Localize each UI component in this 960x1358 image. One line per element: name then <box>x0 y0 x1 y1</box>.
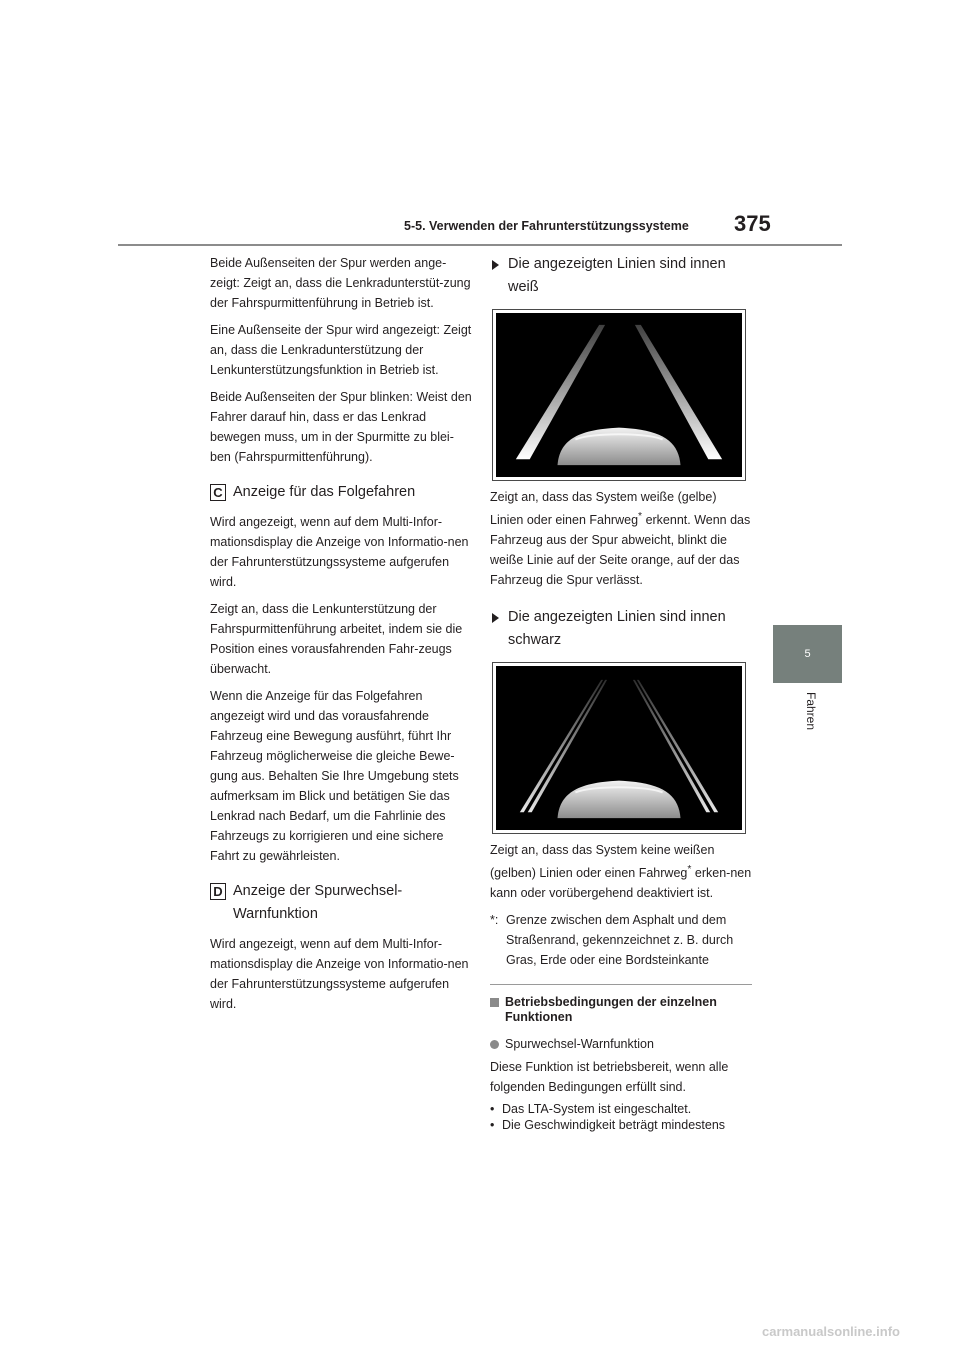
section-title: 5-5. Verwenden der Fahrunterstützungssysteme <box>404 219 689 233</box>
list-item-text: Das LTA-System ist eingeschaltet. <box>502 1102 692 1117</box>
right-column <box>490 253 752 1133</box>
display-illustration-black-lines <box>492 662 746 834</box>
lane-display-white-image <box>496 313 742 477</box>
footnote-mark: *: <box>490 913 499 928</box>
conditions-title: Betriebsbedingungen der einzelnen Funktionen <box>505 995 717 1025</box>
chapter-label: Fahren <box>804 692 818 731</box>
chapter-number: 5 <box>804 648 811 660</box>
section-heading-d <box>210 880 472 926</box>
list-item-text: Die Geschwindigkeit beträgt mindestens <box>502 1118 726 1133</box>
subsection-heading <box>490 606 752 652</box>
paragraph: Wird angezeigt, wenn auf dem Multi-Infor-mationsdisplay die Anzeige von Informatio-nen der Fahrunterstützungssysteme aufgerufen wird. <box>210 515 469 589</box>
bullet-dot-icon: • <box>490 1102 495 1117</box>
paragraph: Beide Außenseiten der Spur werden ange-zeigt: Zeigt an, dass die Lenkradunterstüt-zung der Fahrspurmittenführung in Betrieb ist. <box>210 256 471 310</box>
lane-display-black-image <box>496 666 742 830</box>
left-column <box>210 253 472 1021</box>
paragraph: Eine Außenseite der Spur wird angezeigt: Zeigt an, dass die Lenkradunterstützung der Lenkunterstützungsfunktion in Betrieb ist. <box>210 323 472 377</box>
paragraph: Beide Außenseiten der Spur blinken: Weist den Fahrer darauf hin, dass er das Lenkrad bewegen muss, um in der Spurmitte zu blei-ben (Fahrspurmittenführung). <box>210 390 472 464</box>
section-title-c: Anzeige für das Folgefahren <box>233 484 416 500</box>
chapter-tab <box>773 625 842 683</box>
section-heading-c <box>210 481 472 504</box>
triangle-bullet-icon <box>492 260 499 270</box>
paragraph: Wird angezeigt, wenn auf dem Multi-Infor-mationsdisplay die Anzeige von Informatio-nen der Fahrunterstützungssysteme aufgerufen wird. <box>210 937 469 1011</box>
caption-text: Zeigt an, dass das System keine weißen (gelben) Linien oder einen Fahrweg <box>490 843 715 881</box>
caption-text: Zeigt an, dass das System weiße (gelbe) Linien oder einen Fahrweg <box>490 490 717 528</box>
section-title-d: Anzeige der Spurwechsel-Warnfunktion <box>233 883 403 922</box>
list-item <box>490 1101 752 1117</box>
triangle-bullet-icon <box>492 613 499 623</box>
subsection-heading <box>490 253 752 299</box>
condition-list <box>490 1101 752 1133</box>
divider <box>490 984 752 985</box>
watermark: carmanualsonline.info <box>762 1324 900 1339</box>
caption-text: erken-nen kann oder vorübergehend deaktiviert ist. <box>490 866 752 901</box>
footnote-star: * <box>638 511 643 522</box>
function-name: Spurwechsel-Warnfunktion <box>505 1037 654 1052</box>
page-number: 375 <box>734 211 771 236</box>
paragraph: Diese Funktion ist betriebsbereit, wenn alle folgenden Bedingungen erfüllt sind. <box>490 1060 729 1095</box>
function-item <box>490 1035 752 1054</box>
footnote <box>490 910 752 970</box>
section-letter-box: D <box>210 883 226 900</box>
caption-text: erkennt. Wenn das Fahrzeug aus der Spur abweicht, blinkt die weiße Linie auf der Seite orange, auf der das Fahrzeug die Spur verlässt. <box>490 513 751 588</box>
footnote-text: Grenze zwischen dem Asphalt und dem Straßenrand, gekennzeichnet z. B. durch Gras, Erde oder eine Bordsteinkante <box>506 913 734 968</box>
caption <box>490 840 752 903</box>
caption <box>490 487 752 590</box>
footnote-star: * <box>687 864 692 876</box>
subsection-title: Die angezeigten Linien sind innen schwarz <box>508 609 726 649</box>
conditions-heading <box>490 995 752 1025</box>
square-bullet-icon <box>490 998 499 1007</box>
list-item <box>490 1117 752 1133</box>
paragraph: Wenn die Anzeige für das Folgefahren angezeigt wird und das vorausfahrende Fahrzeug eine Bewegung ausführt, führt Ihr Fahrzeug möglicherweise die gleiche Bewe-gung aus. Behalten Sie Ihre Umgebung stets aufmerksam im Blick und betätigen Sie das Lenkrad nach Bedarf, um die Fahrlinie des Fahrzeugs zu korrigieren und eine sichere Fahrt zu gewährleisten. <box>210 689 459 863</box>
subsection-title: Die angezeigten Linien sind innen weiß <box>508 256 726 295</box>
bullet-dot-icon: • <box>490 1118 495 1133</box>
circle-bullet-icon <box>490 1040 499 1049</box>
paragraph: Zeigt an, dass die Lenkunterstützung der Fahrspurmittenführung arbeitet, indem sie die Position eines vorausfahrenden Fahr-zeugs überwacht. <box>210 602 463 676</box>
header-divider <box>118 244 842 246</box>
section-letter-box: C <box>210 484 226 501</box>
display-illustration-white-lines <box>492 309 746 481</box>
